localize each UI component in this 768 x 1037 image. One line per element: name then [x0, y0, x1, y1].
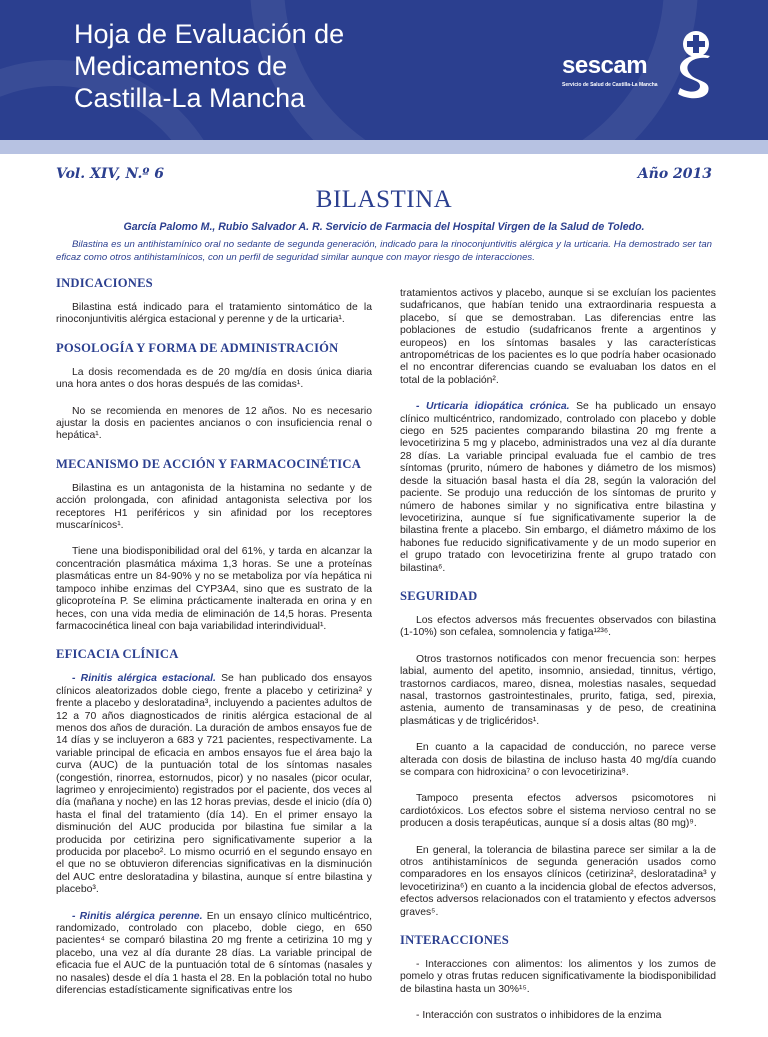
paragraph [56, 911, 372, 998]
paragraph-text: En un ensayo clínico multicéntrico, randomizado, controlado con placebo, doble ciego, en 650 pacientes⁴ se comparó bilastina 20 mg frente a cetirizina 10 mg y placebo, una vez al día durante 28 días. La variable principal de eficacia fue el AUC de la puntuación total de 6 síntomas (nasales y no nasales) desde el día 1 hasta el 28. En la población total no hubo diferencias estadísticamente significativas entre los [56, 910, 373, 997]
section-heading-mecanismo: MECANISMO DE ACCIÓN Y FARMACOCINÉTICA [56, 456, 361, 471]
publication-title-line: Castilla-La Mancha [74, 83, 306, 113]
masthead [0, 0, 768, 140]
paragraph: En cuanto a la capacidad de conducción, no parece verse alterada con dosis de bilastina de incluso hasta 40 mg/día cuando se compara con hidroxicina⁷ o con levocetirizina⁸. [400, 742, 716, 778]
section-heading-eficacia: EFICACIA CLÍNICA [56, 647, 179, 662]
paragraph: Tampoco presenta efectos adversos psicomotores ni cardiotóxicos. Los efectos sobre el sistema nervioso central no se producen a dosis terapéuticas, aunque sí a dosis altas (80 mg)⁹. [400, 793, 716, 830]
paragraph: - Interacción con sustratos o inhibidores de la enzima [416, 1010, 662, 1022]
paragraph: Bilastina está indicado para el tratamiento sintomático de la rinoconjuntivitis alérgica estacional y perenne y de la urticaria¹. [56, 302, 372, 326]
left-column [56, 276, 372, 1011]
paragraph: La dosis recomendada es de 20 mg/día en dosis única diaria una hora antes o dos horas después de las comidas¹. [56, 366, 372, 391]
paragraph: - Interacciones con alimentos: los alimentos y los zumos de pomelo y otras frutas reducen significativamente la biodisponibilidad de bilastina hasta un 30%¹⁵. [400, 959, 716, 995]
logo-word: sescam [562, 52, 648, 79]
paragraph-text: Se ha publicado un ensayo clínico multicéntrico, randomizado, controlado con placebo y doble ciego en 525 pacientes comparando bilastina 20 mg frente a levocetirizina 5 mg y placebo, administrados una vez al día durante 28 días. La variable principal evaluada fue el cambio de tres síntomas (prurito, número de habones y diámetro de los mismos) desde la situación basal hasta el día 28, según la valoración del paciente. Se produjo una reducción de los síntomas de prurito y número de habones similar y no significativa entre bilastina y levocetirizina, aunque sí fue significativamente superior la de bilastina frente a placebo. Sin embargo, el diámetro máximo de los habones fue reducido significativamente y de un modo superior en el grupo tratado con levocetirizina frente al grupo tratado con bilastina⁶. [400, 401, 716, 574]
section-heading-indicaciones: INDICACIONES [56, 276, 153, 290]
paragraph: tratamientos activos y placebo, aunque si se excluían los pacientes sudafricanos, que habían tenido una extraordinaria respuesta a placebo, sí que se demostraban. Las diferencias entre las poblaciones de estudio (sudafricanos frente a argentinos y europeos) en los síntomas basales y las características antropométricas de los pacientes es lo que podría haber ocasionado el no encontrar diferencias cuando se evaluaban los datos en el total de la población². [400, 288, 716, 386]
paragraph-text: Se han publicado dos ensayos clínicos aleatorizados doble ciego, frente a placebo y cetirizina² y frente a placebo y desloratadina³, incluyendo a pacientes adultos de 12 a 70 años diagnosticados de rinitis alérgica estacional de al menos dos años de duración. La duración de ambos ensayos fue de 14 días y se incluyeron a 683 y 721 pacientes, respectivamente. La variable principal de eficacia en ambos ensayos fue el área bajo la curva (AUC) de la puntuación total de los síntomas nasales (congestión, rinorrea, estornudos, picor) y no nasales (picor ocular, lagrimeo y enrojecimiento) registrados por el paciente, dos veces al día (mañana y noche) en las 12 horas previas, desde el inicio (día 0) hasta el final del tratamiento (día 14). En el primer ensayo la disminución del AUC producida por bilastina fue similar a la producida por cetirizina pero significativamente superior a la producida por placebo². Lo mismo ocurrió en el segundo ensayo en el que no se obtuvieron diferencias significativas en la disminución del AUC entre desloratadina y bilastina, aunque sí entre bilastina y placebo³. [56, 673, 372, 896]
document-title: BILASTINA [315, 186, 453, 213]
health-cross-icon [672, 30, 720, 102]
logo-subtitle: Servicio de Salud de Castilla-La Mancha [562, 82, 658, 88]
abstract: Bilastina es un antihistamínico oral no sedante de segunda generación, indicado para la rinoconjuntivitis alérgica y la urticaria. Ha demostrado ser tan eficaz como otros antihistamínicos, con un perfil de seguridad similar aunque con mayor riesgo de interacciones. [56, 239, 712, 263]
section-heading-interacciones: INTERACCIONES [400, 933, 509, 948]
publication-title-line: Medicamentos de [74, 51, 288, 81]
paragraph: En general, la tolerancia de bilastina parece ser similar a la de otros antihistamínicos de segunda generación usados como comparadores en los ensayos clínicos (cetirizina², desloratadina³ y levocetirizina⁶) en cuanto a la incidencia global de efectos adversos, efectos adversos relacionados con el tratamiento y efectos adversos graves⁵. [400, 844, 716, 918]
paragraph: Los efectos adversos más frecuentes observados con bilastina (1-10%) son cefalea, somnolencia y fatiga¹²³⁶. [400, 614, 716, 639]
publication-year: Año 2013 [637, 166, 712, 182]
paragraph [400, 401, 716, 575]
volume-number: Vol. XIV, N.º 6 [56, 166, 164, 182]
subheading-urticaria: - Urticaria idiopática crónica. [416, 401, 570, 413]
header-band [0, 140, 768, 154]
section-heading-seguridad: SEGURIDAD [400, 588, 478, 603]
paragraph: Bilastina es un antagonista de la histamina no sedante y de acción prolongada, con afinidad antagonista selectiva por los receptores H1 periféricos y sin afinidad por los receptores muscarínicos¹. [56, 482, 372, 532]
sescam-logo [562, 30, 712, 106]
subheading-rinitis-estacional: - Rinitis alérgica estacional. [72, 673, 216, 685]
authors: García Palomo M., Rubio Salvador A. R. Servicio de Farmacia del Hospital Virgen de la Salud de Toledo. [123, 221, 645, 233]
publication-title [74, 18, 344, 114]
paragraph: Tiene una biodisponibilidad oral del 61%, y tarda en alcanzar la concentración plasmática máxima 1,3 horas. Se une a proteínas plasmáticas entre un 84-90% y no se metaboliza por vía hepática ni tampoco inhibe enzimas del CYP3A4, sino que es sustrato de la glicoproteína P. Se elimina prácticamente inalterada en orina y en heces, con una vida media de eliminación de 14,5 horas. Presenta farmacocinética lineal con baja variabilidad interindividual¹. [56, 546, 372, 632]
paragraph: Otros trastornos notificados con menor frecuencia son: herpes labial, aumento del apetito, insomnio, ansiedad, tinnitus, vértigo, trastornos cardiacos, mareo, disnea, molestias nasales, sequedad nasal, trastornos gastrointestinales, prurito, fatiga, sed, pirexia, astenia, aumento de transaminasas y de peso, de creatinina plasmáticas y de triglicéridos¹. [400, 653, 716, 727]
paragraph [56, 673, 372, 896]
subheading-rinitis-perenne: - Rinitis alérgica perenne. [72, 910, 203, 922]
publication-title-line: Hoja de Evaluación de [74, 19, 345, 49]
paragraph: No se recomienda en menores de 12 años. No es necesario ajustar la dosis en pacientes ancianos o con insuficiencia renal o hepática¹. [56, 405, 372, 442]
right-column [400, 288, 716, 1037]
section-heading-posologia: POSOLOGÍA Y FORMA DE ADMINISTRACIÓN [56, 340, 339, 355]
